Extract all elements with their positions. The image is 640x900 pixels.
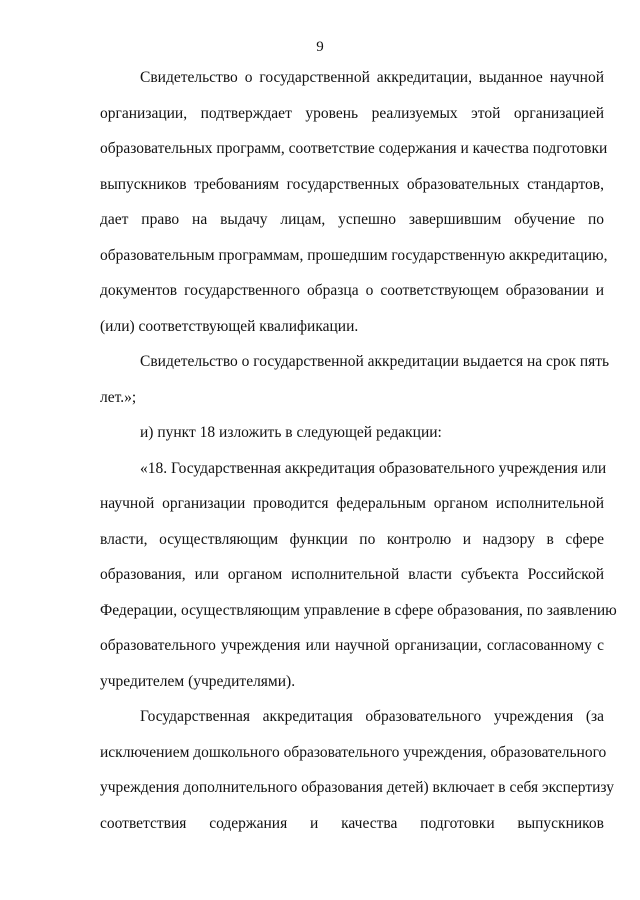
text-line: исключением дошкольного образовательного учреждения, образовательного [100,744,607,761]
text-line: «18. Государственная аккредитация образовательного учреждения или [140,460,607,477]
text-line: (или) соответствующей квалификации. [100,318,359,335]
text-line: образовательным программам, прошедшим государственную аккредитацию, [100,247,608,264]
text-line: образовательного учреждения или научной организации, согласованному с [100,637,604,654]
text-line: власти, осуществляющим функции по контролю и надзору в сфере [100,531,604,548]
text-line: образовательных программ, соответствие содержания и качества подготовки [100,140,608,157]
text-line: Федерации, осуществляющим управление в сфере образования, по заявлению [100,602,617,619]
text-line: и) пункт 18 изложить в следующей редакции: [140,424,442,441]
text-line: дает право на выдачу лицам, успешно завершившим обучение по [100,211,604,228]
text-line: выпускников требованиям государственных образовательных стандартов, [100,176,604,193]
text-line: Государственная аккредитация образовательного учреждения (за [140,708,604,725]
text-line: соответствия содержания и качества подготовки выпускников [100,815,604,832]
text-line: научной организации проводится федеральным органом исполнительной [100,495,604,512]
text-line: образования, или органом исполнительной власти субъекта Российской [100,566,604,583]
text-line: организации, подтверждает уровень реализуемых этой организацией [100,105,604,122]
text-line: Свидетельство о государственной аккредитации выдается на срок пять [140,353,610,370]
text-line: лет.»; [100,389,137,406]
page-number: 9 [316,39,324,55]
text-line: документов государственного образца о соответствующем образовании и [100,282,604,299]
text-line: учреждения дополнительного образования детей) включает в себя экспертизу [100,779,614,796]
text-line: учредителем (учредителями). [100,673,296,690]
text-line: Свидетельство о государственной аккредитации, выданное научной [140,69,604,86]
